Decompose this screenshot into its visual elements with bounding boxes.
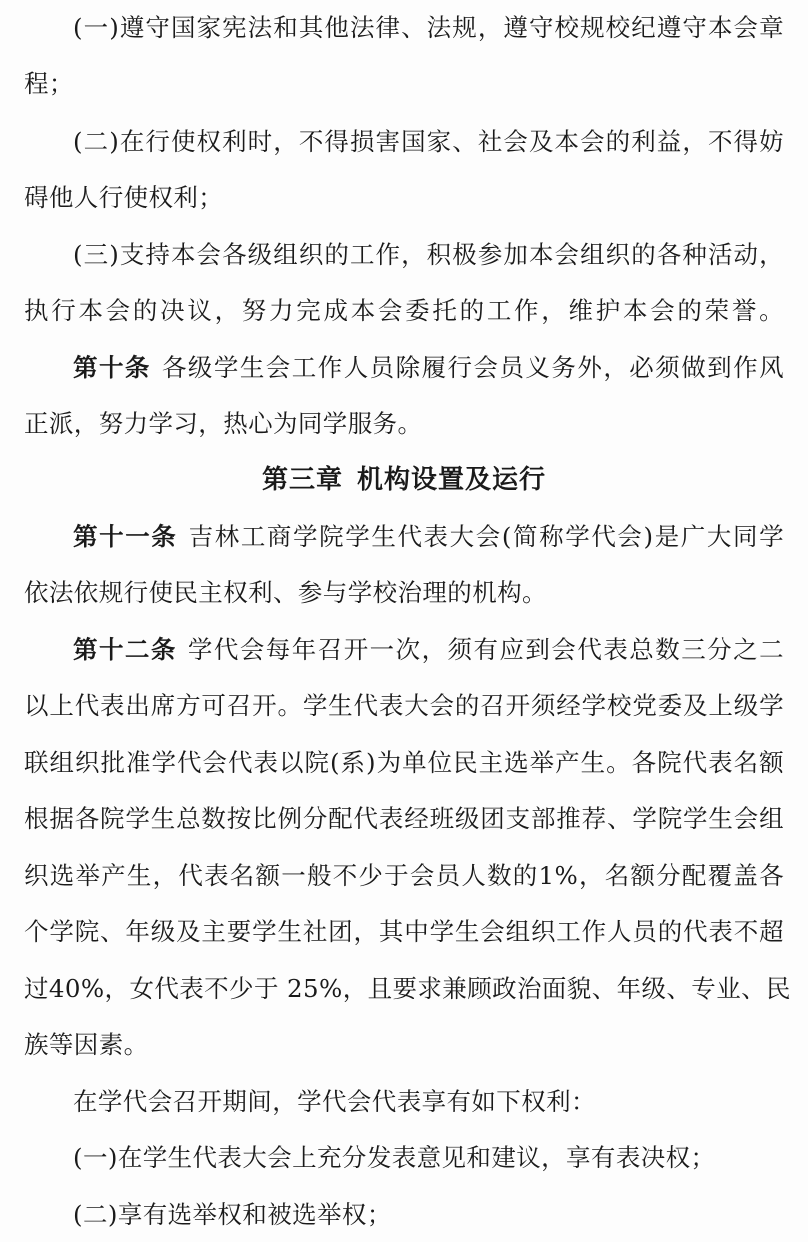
paragraph-line: 个学院、年级及主要学生社团，其中学生会组织工作人员的代表不超 (24, 917, 784, 946)
article-number: 第十二条 (73, 635, 177, 664)
paragraph-line: 过40%，女代表不少于 25%，且要求兼顾政治面貌、年级、专业、民 (24, 974, 791, 1003)
chapter-number: 第三章 (261, 465, 343, 495)
paragraph-line: (一)在学生代表大会上充分发表意见和建议，享有表决权； (73, 1143, 716, 1172)
article-12-line (73, 635, 784, 665)
article-number: 第十一条 (73, 522, 178, 551)
chapter-title: 机构设置及运行 (357, 465, 547, 495)
article-number: 第十条 (73, 353, 151, 382)
article-11-line (73, 522, 784, 552)
paragraph-line: (二)在行使权利时，不得损害国家、社会及本会的利益，不得妨 (73, 127, 784, 156)
article-text: 吉林工商学院学生代表大会(简称学代会)是广大同学 (187, 522, 784, 551)
article-text: 学代会每年召开一次，须有应到会代表总数三分之二 (186, 635, 784, 664)
paragraph-line: (二)享有选举权和被选举权； (73, 1200, 392, 1229)
paragraph-line: 在学代会召开期间，学代会代表享有如下权利： (73, 1087, 596, 1116)
paragraph-line: 族等因素。 (24, 1030, 149, 1059)
paragraph-line: 织选举产生，代表名额一般不少于会员人数的1%，名额分配覆盖各 (24, 861, 784, 890)
paragraph-line: 联组织批准学代会代表以院(系)为单位民主选举产生。各院代表名额 (24, 748, 784, 777)
article-10-line (73, 353, 784, 383)
paragraph-line: 执行本会的决议，努力完成本会委托的工作，维护本会的荣誉。 (24, 296, 784, 325)
chapter-heading (0, 464, 808, 496)
paragraph-line: 以上代表出席方可召开。学生代表大会的召开须经学校党委及上级学 (24, 691, 784, 720)
paragraph-line: (一)遵守国家宪法和其他法律、法规，遵守校规校纪遵守本会章 (73, 13, 784, 42)
article-text: 各级学生会工作人员除履行会员义务外，必须做到作风 (160, 353, 784, 382)
paragraph-line: 根据各院学生总数按比例分配代表经班级团支部推荐、学院学生会组 (24, 804, 784, 833)
paragraph-line: 正派，努力学习，热心为同学服务。 (24, 409, 423, 438)
paragraph-line: 程； (24, 69, 74, 98)
paragraph-line: 碍他人行使权利； (24, 183, 224, 212)
paragraph-line: (三)支持本会各级组织的工作，积极参加本会组织的各种活动， (73, 240, 784, 269)
paragraph-line: 依法依规行使民主权利、参与学校治理的机构。 (24, 578, 547, 607)
